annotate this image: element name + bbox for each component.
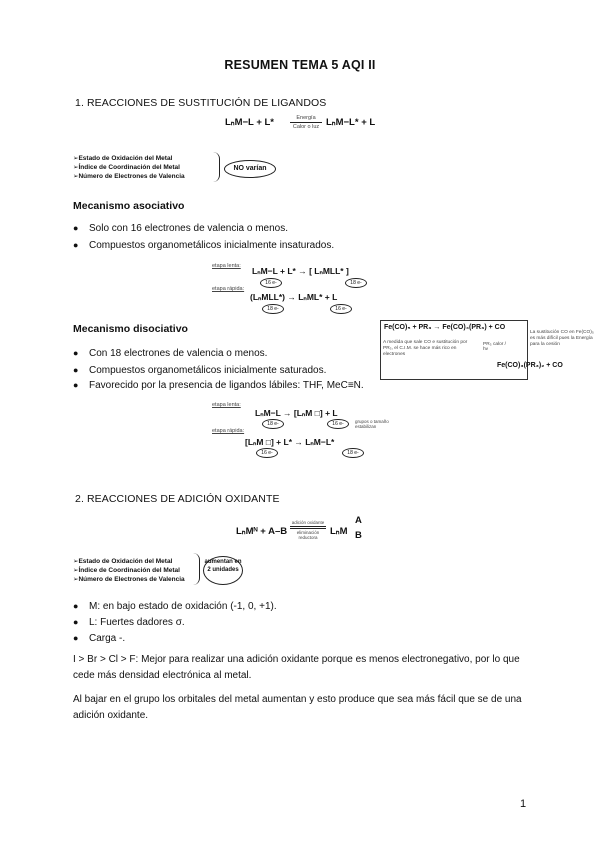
arrow-bottom-label: Calor o luz: [292, 124, 320, 130]
ox-arrow-bottom: eliminación reductora: [296, 530, 320, 540]
assoc-bullet: ● Solo con 16 electrones de valencia o menos.: [73, 223, 288, 234]
dissoc-bullet: ● Favorecido por la presencia de ligandos lábiles: THF, MeC≡N.: [73, 380, 364, 391]
ox-bullet: ● M: en bajo estado de oxidación (-1, 0, +1).: [73, 601, 277, 612]
dissoc-step1-label: etapa lenta:: [212, 402, 241, 408]
assoc-heading: Mecanismo asociativo: [73, 200, 185, 212]
no-varian-oval: NO varían: [224, 160, 276, 178]
dissoc-step2: [LₙM □] + L* → LₙM−L*: [245, 437, 335, 447]
ox-arrow-top: adición oxidante: [291, 520, 325, 525]
inset-right-note: La sustitución CO en Fe(CO)₅ es más difícil pues la Energía para la cesión: [530, 330, 594, 347]
prop-item: ➢ Estado de Oxidación del Metal: [73, 154, 185, 163]
sub-equation-right: LₙM−L* + L: [326, 117, 376, 128]
dissoc-step2-label: etapa rápida:: [212, 428, 245, 434]
inset-left-note: A medida que sale CO e sustitución por PR₃, el C.I.M. se hace más rico en electrones: [383, 340, 468, 357]
paragraph-group: Al bajar en el grupo los orbitales del metal aumentan y esto produce que sea más fácil que se de una adición oxidante.: [73, 694, 522, 721]
dissoc-step1: LₙM−L → [LₙM □] + L: [255, 408, 338, 418]
ox-equation-a: A: [355, 515, 362, 526]
prop-item: ➢ Estado de Oxidación del Metal: [73, 557, 185, 566]
ox-equation-left: LₙMᴺ + A–B: [236, 526, 288, 537]
assoc-e16-oval: 16 e-: [260, 278, 282, 288]
inset-eq2: Fe(CO)₃(PR₃)₂ + CO: [497, 362, 563, 369]
prop-item: ➢ Número de Electrones de Valencia: [73, 575, 185, 584]
ox-equation-b: B: [355, 530, 362, 541]
assoc-e18-oval-2: 18 e-: [262, 304, 284, 314]
ox-bullet: ● L: Fuertes dadores σ.: [73, 617, 185, 628]
dissoc-e18-oval: 18 e-: [262, 419, 284, 429]
ox-bullet: ● Carga -.: [73, 633, 125, 644]
assoc-step1-label: etapa lenta:: [212, 263, 241, 269]
assoc-step2-label: etapa rápida:: [212, 286, 245, 292]
dissoc-heading: Mecanismo disociativo: [73, 323, 188, 335]
sub-equation-left: LₙM−L + L*: [225, 117, 275, 128]
inset-eq1: Fe(CO)₅ + PR₃ → Fe(CO)₄(PR₃) + CO: [384, 324, 506, 331]
dissoc-e16-oval: 16 e-: [327, 419, 349, 429]
ox-equation-arrow: [290, 520, 326, 540]
assoc-step2: (LₙMLL*) → LₙML* + L: [250, 292, 338, 302]
assoc-e18-oval: 18 e-: [345, 278, 367, 288]
aumentan-oval: aumentan en 2 unidades: [203, 556, 243, 585]
section-2-heading: 2. REACCIONES DE ADICIÓN OXIDANTE: [75, 493, 280, 505]
props-list-2: [73, 557, 185, 584]
dissoc-e16-oval-2: 16 e-: [256, 448, 278, 458]
section-1-heading: 1. REACCIONES DE SUSTITUCIÓN DE LIGANDOS: [75, 97, 327, 109]
prop-item: ➢ Número de Electrones de Valencia: [73, 172, 185, 181]
arrow-top-label: Energía: [296, 115, 316, 121]
assoc-step1: LₙM−L + L* → [ LₙMLL* ]: [252, 266, 349, 276]
prop-item: ➢ Índice de Coordinación del Metal: [73, 566, 185, 575]
assoc-bullet: ● Compuestos organometálicos inicialmente insaturados.: [73, 240, 334, 251]
dissoc-side-note: grupos o tamaño estabilizan: [355, 419, 389, 429]
ox-equation-right: LₙM: [330, 526, 348, 537]
brace-2: [193, 553, 200, 585]
paragraph-halogens: I > Br > Cl > F: Mejor para realizar una adición oxidante porque es menos electronegativo, por lo que cede más densidad electrónica al metal.: [73, 654, 520, 681]
brace-1: [213, 152, 220, 182]
dissoc-bullet: ● Con 18 electrones de valencia o menos.: [73, 348, 267, 359]
sub-equation-arrow: [290, 115, 322, 130]
prop-item: ➢ Índice de Coordinación del Metal: [73, 163, 185, 172]
dissoc-e18-oval-2: 18 e-: [342, 448, 364, 458]
dissoc-bullet: ● Compuestos organometálicos inicialmente saturados.: [73, 365, 326, 376]
props-list-1: [73, 154, 185, 181]
inset-mid-note: PR₃ calor / hv: [483, 342, 507, 352]
page-number: 1: [520, 798, 527, 810]
assoc-e16-oval-2: 16 e-: [330, 304, 352, 314]
page-title: RESUMEN TEMA 5 AQI II: [224, 58, 376, 72]
